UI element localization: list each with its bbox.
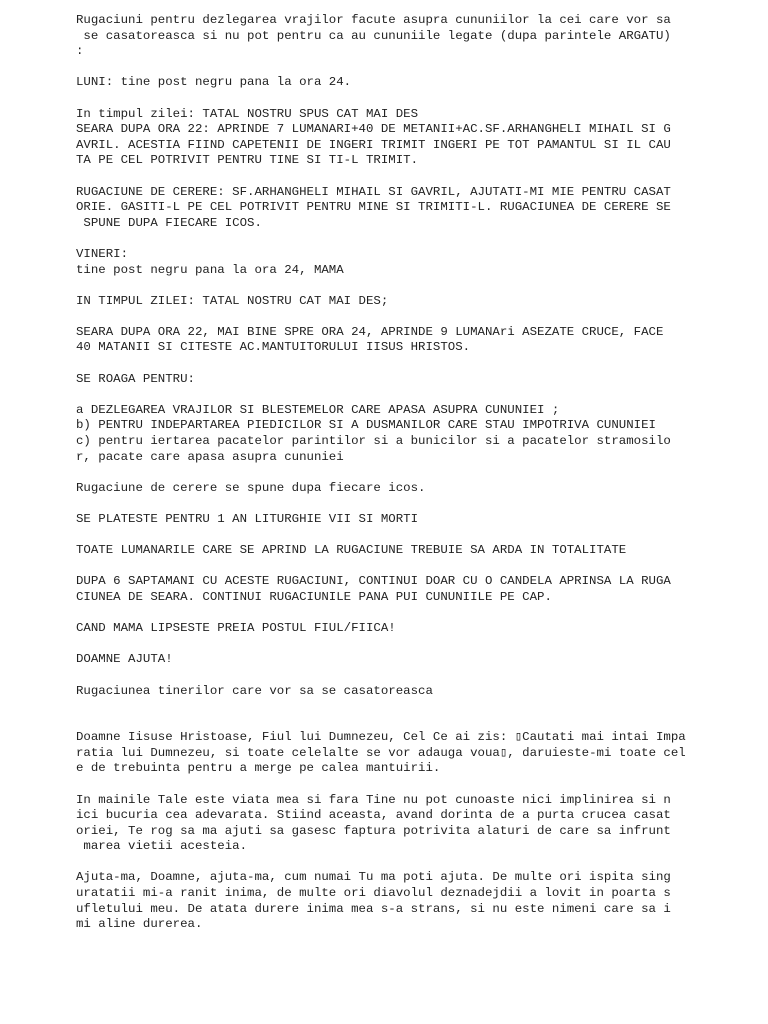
- text-line: b) PENTRU INDEPARTAREA PIEDICILOR SI A DUSMANILOR CARE STAU IMPOTRIVA CUNUNIEI: [76, 418, 656, 433]
- text-line: SE PLATESTE PENTRU 1 AN LITURGHIE VII SI MORTI: [76, 512, 419, 526]
- text-line: e de trebuinta pentru a merge pe calea mantuirii.: [76, 761, 441, 776]
- text-line: In timpul zilei: TATAL NOSTRU SPUS CAT MAI DES: [76, 106, 419, 121]
- text-line: c) pentru iertarea pacatelor parintilor si a bunicilor si a pacatelor stramosilo: [76, 434, 671, 449]
- text-line: SEARA DUPA ORA 22, MAI BINE SPRE ORA 24, APRINDE 9 LUMANAri ASEZATE CRUCE, FACE: [76, 324, 664, 339]
- text-line: oriei, Te rog sa ma ajuti sa gasesc faptura potrivita alaturi de care sa infrunt: [76, 823, 671, 838]
- paragraph: [76, 730, 756, 777]
- paragraph: [76, 372, 756, 388]
- text-line: In mainile Tale este viata mea si fara Tine nu pot cunoaste nici implinirea si n: [76, 792, 671, 807]
- text-line: ici bucuria cea adevarata. Stiind aceasta, avand dorinta de a purta crucea casat: [76, 808, 671, 823]
- paragraph: [76, 403, 756, 465]
- text-line: a DEZLEGAREA VRAJILOR SI BLESTEMELOR CARE APASA ASUPRA CUNUNIEI ;: [76, 402, 560, 417]
- paragraph: [76, 621, 756, 637]
- text-line: TA PE CEL POTRIVIT PENTRU TINE SI TI-L TRIMIT.: [76, 153, 419, 168]
- text-line: ORIE. GASITI-L PE CEL POTRIVIT PENTRU MINE SI TRIMITI-L. RUGACIUNEA DE CERERE SE: [76, 200, 671, 215]
- text-line: mi aline durerea.: [76, 917, 203, 932]
- paragraph: [76, 652, 756, 668]
- text-line: Rugaciuni pentru dezlegarea vrajilor facute asupra cununiilor la cei care vor sa: [76, 13, 671, 27]
- paragraph: [76, 481, 756, 497]
- text-line: TOATE LUMANARILE CARE SE APRIND LA RUGACIUNE TREBUIE SA ARDA IN TOTALITATE: [76, 543, 627, 558]
- text-line: DOAMNE AJUTA!: [76, 652, 173, 667]
- paragraph: [76, 793, 756, 855]
- text-line: SPUNE DUPA FIECARE ICOS.: [76, 215, 262, 230]
- text-line: LUNI: tine post negru pana la ora 24.: [76, 75, 352, 90]
- text-line: Doamne Iisuse Hristoase, Fiul lui Dumnezeu, Cel Ce ai zis: ▯Cautati mai intai Impa: [76, 730, 686, 745]
- paragraph: [76, 247, 756, 278]
- text-line: IN TIMPUL ZILEI: TATAL NOSTRU CAT MAI DES;: [76, 293, 389, 308]
- paragraph: [76, 543, 756, 559]
- paragraph: [76, 512, 756, 528]
- text-line: VINERI:: [76, 246, 129, 261]
- text-line: SE ROAGA PENTRU:: [76, 371, 195, 386]
- document-body: [76, 13, 756, 948]
- text-line: :: [76, 44, 84, 59]
- paragraph: [76, 684, 756, 700]
- text-line: se casatoreasca si nu pot pentru ca au cununiile legate (dupa parintele ARGATU): [76, 28, 671, 43]
- text-line: AVRIL. ACESTIA FIIND CAPETENII DE INGERI TRIMIT INGERI PE TOT PAMANTUL SI IL CAU: [76, 137, 671, 152]
- text-line: marea vietii acesteia.: [76, 839, 248, 854]
- text-line: CAND MAMA LIPSESTE PREIA POSTUL FIUL/FIICA!: [76, 621, 396, 636]
- paragraph: [76, 13, 756, 60]
- text-line: r, pacate care apasa asupra cununiei: [76, 449, 344, 464]
- paragraph: [76, 185, 756, 232]
- text-line: Ajuta-ma, Doamne, ajuta-ma, cum numai Tu ma poti ajuta. De multe ori ispita sing: [76, 870, 671, 885]
- paragraph: [76, 294, 756, 310]
- text-line: Rugaciune de cerere se spune dupa fiecare icos.: [76, 480, 426, 495]
- text-line: Rugaciunea tinerilor care vor sa se casatoreasca: [76, 683, 433, 698]
- text-line: uratatii mi-a ranit inima, de multe ori diavolul deznadejdii a lovit in poarta s: [76, 886, 671, 901]
- text-line: ratia lui Dumnezeu, si toate celelalte se vor adauga voua▯, daruieste-mi toate cel: [76, 745, 686, 760]
- text-line: 40 MATANII SI CITESTE AC.MANTUITORULUI IISUS HRISTOS.: [76, 340, 471, 355]
- paragraph: [76, 574, 756, 605]
- text-line: ufletului meu. De atata durere inima mea s-a strans, si nu este nimeni care sa i: [76, 901, 671, 916]
- paragraph: [76, 870, 756, 932]
- text-line: CIUNEA DE SEARA. CONTINUI RUGACIUNILE PANA PUI CUNUNIILE PE CAP.: [76, 589, 552, 604]
- text-line: RUGACIUNE DE CERERE: SF.ARHANGHELI MIHAIL SI GAVRIL, AJUTATI-MI MIE PENTRU CASAT: [76, 184, 671, 199]
- paragraph: [76, 325, 756, 356]
- paragraph: [76, 75, 756, 91]
- paragraph: [76, 107, 756, 169]
- text-line: SEARA DUPA ORA 22: APRINDE 7 LUMANARI+40 DE METANII+AC.SF.ARHANGHELI MIHAIL SI G: [76, 122, 671, 137]
- text-line: tine post negru pana la ora 24, MAMA: [76, 262, 344, 277]
- text-line: DUPA 6 SAPTAMANI CU ACESTE RUGACIUNI, CONTINUI DOAR CU O CANDELA APRINSA LA RUGA: [76, 574, 671, 589]
